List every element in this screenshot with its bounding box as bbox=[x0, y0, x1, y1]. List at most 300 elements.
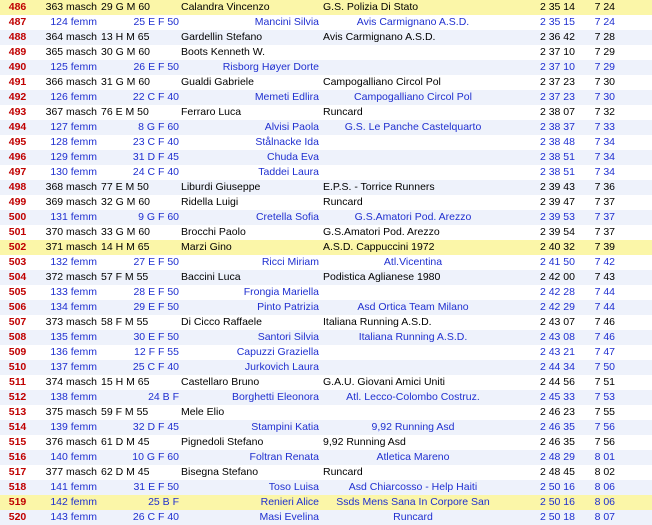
pace-cell: 8 06 bbox=[581, 480, 617, 495]
finish-time-cell: 2 38 51 bbox=[503, 165, 581, 180]
category-cell: 14 H M 65 bbox=[101, 240, 181, 255]
athlete-name-cell: Foltran Renata bbox=[181, 450, 323, 465]
pace-cell: 7 29 bbox=[581, 60, 617, 75]
position-cell: 489 bbox=[0, 45, 35, 60]
team-cell: 9,92 Running Asd bbox=[323, 435, 503, 450]
result-row bbox=[0, 90, 652, 105]
finish-time-cell: 2 44 56 bbox=[503, 375, 581, 390]
athlete-name-cell: Calandra Vincenzo bbox=[181, 0, 323, 15]
finish-time-cell: 2 36 42 bbox=[503, 30, 581, 45]
bib-sex-rank-cell: 128 femm bbox=[35, 135, 101, 150]
finish-time-cell: 2 39 47 bbox=[503, 195, 581, 210]
row-extra bbox=[617, 150, 652, 165]
bib-sex-rank-cell: 374 masch bbox=[35, 375, 101, 390]
team-cell: Avis Carmignano A.S.D. bbox=[323, 30, 503, 45]
position-cell: 501 bbox=[0, 225, 35, 240]
pace-cell: 7 24 bbox=[581, 0, 617, 15]
pace-cell: 7 46 bbox=[581, 330, 617, 345]
team-cell: E.P.S. - Torrice Runners bbox=[323, 180, 503, 195]
category-cell: 61 D M 45 bbox=[101, 435, 181, 450]
category-cell: 23 C F 40 bbox=[101, 135, 181, 150]
category-cell: 27 E F 50 bbox=[101, 255, 181, 270]
finish-time-cell: 2 38 48 bbox=[503, 135, 581, 150]
pace-cell: 8 02 bbox=[581, 465, 617, 480]
bib-sex-rank-cell: 376 masch bbox=[35, 435, 101, 450]
bib-sex-rank-cell: 369 masch bbox=[35, 195, 101, 210]
finish-time-cell: 2 38 51 bbox=[503, 150, 581, 165]
row-extra bbox=[617, 240, 652, 255]
category-cell: 30 G M 60 bbox=[101, 45, 181, 60]
team-cell: Asd Chiarcosso - Help Haiti bbox=[323, 480, 503, 495]
pace-cell: 7 47 bbox=[581, 345, 617, 360]
finish-time-cell: 2 44 34 bbox=[503, 360, 581, 375]
team-cell: Avis Carmignano A.S.D. bbox=[323, 15, 503, 30]
row-extra bbox=[617, 105, 652, 120]
position-cell: 502 bbox=[0, 240, 35, 255]
result-row bbox=[0, 210, 652, 225]
position-cell: 487 bbox=[0, 15, 35, 30]
category-cell: 32 G M 60 bbox=[101, 195, 181, 210]
result-row bbox=[0, 195, 652, 210]
category-cell: 31 G M 60 bbox=[101, 75, 181, 90]
pace-cell: 7 42 bbox=[581, 255, 617, 270]
result-row bbox=[0, 330, 652, 345]
team-cell bbox=[323, 165, 503, 180]
athlete-name-cell: Jurkovich Laura bbox=[181, 360, 323, 375]
bib-sex-rank-cell: 367 masch bbox=[35, 105, 101, 120]
result-row bbox=[0, 390, 652, 405]
category-cell: 12 F F 55 bbox=[101, 345, 181, 360]
category-cell: 26 C F 40 bbox=[101, 510, 181, 525]
position-cell: 506 bbox=[0, 300, 35, 315]
pace-cell: 7 55 bbox=[581, 405, 617, 420]
team-cell: Runcard bbox=[323, 195, 503, 210]
row-extra bbox=[617, 510, 652, 525]
position-cell: 507 bbox=[0, 315, 35, 330]
pace-cell: 7 56 bbox=[581, 420, 617, 435]
row-extra bbox=[617, 75, 652, 90]
position-cell: 511 bbox=[0, 375, 35, 390]
team-cell: G.S.Amatori Pod. Arezzo bbox=[323, 225, 503, 240]
row-extra bbox=[617, 435, 652, 450]
row-extra bbox=[617, 450, 652, 465]
finish-time-cell: 2 39 43 bbox=[503, 180, 581, 195]
finish-time-cell: 2 37 23 bbox=[503, 90, 581, 105]
bib-sex-rank-cell: 364 masch bbox=[35, 30, 101, 45]
position-cell: 500 bbox=[0, 210, 35, 225]
finish-time-cell: 2 39 53 bbox=[503, 210, 581, 225]
finish-time-cell: 2 37 10 bbox=[503, 45, 581, 60]
pace-cell: 7 24 bbox=[581, 15, 617, 30]
bib-sex-rank-cell: 129 femm bbox=[35, 150, 101, 165]
row-extra bbox=[617, 360, 652, 375]
pace-cell: 7 46 bbox=[581, 315, 617, 330]
pace-cell: 7 30 bbox=[581, 75, 617, 90]
finish-time-cell: 2 37 23 bbox=[503, 75, 581, 90]
result-row bbox=[0, 495, 652, 510]
bib-sex-rank-cell: 370 masch bbox=[35, 225, 101, 240]
pace-cell: 7 50 bbox=[581, 360, 617, 375]
athlete-name-cell: Mele Elio bbox=[181, 405, 323, 420]
result-row bbox=[0, 180, 652, 195]
athlete-name-cell: Pinto Patrizia bbox=[181, 300, 323, 315]
position-cell: 498 bbox=[0, 180, 35, 195]
athlete-name-cell: Ferraro Luca bbox=[181, 105, 323, 120]
row-extra bbox=[617, 90, 652, 105]
category-cell: 22 C F 40 bbox=[101, 90, 181, 105]
result-row bbox=[0, 105, 652, 120]
team-cell: Ssds Mens Sana In Corpore San bbox=[323, 495, 503, 510]
athlete-name-cell: Stampini Katia bbox=[181, 420, 323, 435]
row-extra bbox=[617, 330, 652, 345]
position-cell: 496 bbox=[0, 150, 35, 165]
category-cell: 31 E F 50 bbox=[101, 480, 181, 495]
pace-cell: 7 32 bbox=[581, 105, 617, 120]
athlete-name-cell: Boots Kenneth W. bbox=[181, 45, 323, 60]
athlete-name-cell: Di Cicco Raffaele bbox=[181, 315, 323, 330]
category-cell: 9 G F 60 bbox=[101, 210, 181, 225]
row-extra bbox=[617, 120, 652, 135]
result-row bbox=[0, 15, 652, 30]
bib-sex-rank-cell: 372 masch bbox=[35, 270, 101, 285]
result-row bbox=[0, 270, 652, 285]
position-cell: 509 bbox=[0, 345, 35, 360]
team-cell: Asd Ortica Team Milano bbox=[323, 300, 503, 315]
team-cell bbox=[323, 405, 503, 420]
bib-sex-rank-cell: 125 femm bbox=[35, 60, 101, 75]
finish-time-cell: 2 42 29 bbox=[503, 300, 581, 315]
finish-time-cell: 2 42 28 bbox=[503, 285, 581, 300]
athlete-name-cell: Brocchi Paolo bbox=[181, 225, 323, 240]
team-cell: Atletica Mareno bbox=[323, 450, 503, 465]
result-row bbox=[0, 225, 652, 240]
team-cell: G.S. Le Panche Castelquarto bbox=[323, 120, 503, 135]
finish-time-cell: 2 35 15 bbox=[503, 15, 581, 30]
row-extra bbox=[617, 165, 652, 180]
category-cell: 28 E F 50 bbox=[101, 285, 181, 300]
team-cell bbox=[323, 150, 503, 165]
athlete-name-cell: Capuzzi Graziella bbox=[181, 345, 323, 360]
category-cell: 32 D F 45 bbox=[101, 420, 181, 435]
athlete-name-cell: Gardellin Stefano bbox=[181, 30, 323, 45]
position-cell: 515 bbox=[0, 435, 35, 450]
team-cell: Atl. Lecco-Colombo Costruz. bbox=[323, 390, 503, 405]
category-cell: 29 G M 60 bbox=[101, 0, 181, 15]
category-cell: 26 E F 50 bbox=[101, 60, 181, 75]
result-row bbox=[0, 315, 652, 330]
position-cell: 497 bbox=[0, 165, 35, 180]
athlete-name-cell: Liburdi Giuseppe bbox=[181, 180, 323, 195]
bib-sex-rank-cell: 140 femm bbox=[35, 450, 101, 465]
result-row bbox=[0, 75, 652, 90]
team-cell: Atl.Vicentina bbox=[323, 255, 503, 270]
row-extra bbox=[617, 390, 652, 405]
category-cell: 30 E F 50 bbox=[101, 330, 181, 345]
result-row bbox=[0, 375, 652, 390]
position-cell: 491 bbox=[0, 75, 35, 90]
pace-cell: 7 29 bbox=[581, 45, 617, 60]
bib-sex-rank-cell: 141 femm bbox=[35, 480, 101, 495]
row-extra bbox=[617, 270, 652, 285]
pace-cell: 8 07 bbox=[581, 510, 617, 525]
position-cell: 495 bbox=[0, 135, 35, 150]
pace-cell: 7 51 bbox=[581, 375, 617, 390]
position-cell: 518 bbox=[0, 480, 35, 495]
row-extra bbox=[617, 30, 652, 45]
pace-cell: 7 37 bbox=[581, 225, 617, 240]
position-cell: 512 bbox=[0, 390, 35, 405]
finish-time-cell: 2 43 08 bbox=[503, 330, 581, 345]
athlete-name-cell: Stålnacke Ida bbox=[181, 135, 323, 150]
athlete-name-cell: Ricci Miriam bbox=[181, 255, 323, 270]
category-cell: 13 H M 65 bbox=[101, 30, 181, 45]
athlete-name-cell: Memeti Edlira bbox=[181, 90, 323, 105]
category-cell: 58 F M 55 bbox=[101, 315, 181, 330]
athlete-name-cell: Baccini Luca bbox=[181, 270, 323, 285]
position-cell: 499 bbox=[0, 195, 35, 210]
bib-sex-rank-cell: 124 femm bbox=[35, 15, 101, 30]
athlete-name-cell: Alvisi Paola bbox=[181, 120, 323, 135]
bib-sex-rank-cell: 134 femm bbox=[35, 300, 101, 315]
row-extra bbox=[617, 255, 652, 270]
result-row bbox=[0, 60, 652, 75]
athlete-name-cell: Cretella Sofia bbox=[181, 210, 323, 225]
category-cell: 25 C F 40 bbox=[101, 360, 181, 375]
position-cell: 492 bbox=[0, 90, 35, 105]
result-row bbox=[0, 135, 652, 150]
result-row bbox=[0, 165, 652, 180]
row-extra bbox=[617, 345, 652, 360]
team-cell: G.A.U. Giovani Amici Uniti bbox=[323, 375, 503, 390]
team-cell: Italiana Running A.S.D. bbox=[323, 315, 503, 330]
category-cell: 62 D M 45 bbox=[101, 465, 181, 480]
pace-cell: 7 37 bbox=[581, 195, 617, 210]
athlete-name-cell: Frongia Mariella bbox=[181, 285, 323, 300]
row-extra bbox=[617, 195, 652, 210]
row-extra bbox=[617, 0, 652, 15]
category-cell: 25 E F 50 bbox=[101, 15, 181, 30]
athlete-name-cell: Bisegna Stefano bbox=[181, 465, 323, 480]
pace-cell: 7 44 bbox=[581, 285, 617, 300]
row-extra bbox=[617, 420, 652, 435]
bib-sex-rank-cell: 136 femm bbox=[35, 345, 101, 360]
row-extra bbox=[617, 480, 652, 495]
finish-time-cell: 2 48 45 bbox=[503, 465, 581, 480]
row-extra bbox=[617, 465, 652, 480]
bib-sex-rank-cell: 143 femm bbox=[35, 510, 101, 525]
row-extra bbox=[617, 375, 652, 390]
bib-sex-rank-cell: 130 femm bbox=[35, 165, 101, 180]
pace-cell: 8 01 bbox=[581, 450, 617, 465]
athlete-name-cell: Chuda Eva bbox=[181, 150, 323, 165]
category-cell: 76 E M 50 bbox=[101, 105, 181, 120]
finish-time-cell: 2 35 14 bbox=[503, 0, 581, 15]
category-cell: 59 F M 55 bbox=[101, 405, 181, 420]
team-cell bbox=[323, 345, 503, 360]
position-cell: 488 bbox=[0, 30, 35, 45]
category-cell: 33 G M 60 bbox=[101, 225, 181, 240]
position-cell: 505 bbox=[0, 285, 35, 300]
team-cell: A.S.D. Cappuccini 1972 bbox=[323, 240, 503, 255]
bib-sex-rank-cell: 142 femm bbox=[35, 495, 101, 510]
team-cell: Runcard bbox=[323, 510, 503, 525]
position-cell: 494 bbox=[0, 120, 35, 135]
result-row bbox=[0, 30, 652, 45]
bib-sex-rank-cell: 363 masch bbox=[35, 0, 101, 15]
athlete-name-cell: Borghetti Eleonora bbox=[181, 390, 323, 405]
result-row bbox=[0, 285, 652, 300]
team-cell: G.S.Amatori Pod. Arezzo bbox=[323, 210, 503, 225]
row-extra bbox=[617, 135, 652, 150]
bib-sex-rank-cell: 366 masch bbox=[35, 75, 101, 90]
result-row bbox=[0, 345, 652, 360]
category-cell: 57 F M 55 bbox=[101, 270, 181, 285]
pace-cell: 7 53 bbox=[581, 390, 617, 405]
team-cell: Podistica Aglianese 1980 bbox=[323, 270, 503, 285]
team-cell: Runcard bbox=[323, 465, 503, 480]
category-cell: 25 B F bbox=[101, 495, 181, 510]
row-extra bbox=[617, 225, 652, 240]
result-row bbox=[0, 450, 652, 465]
finish-time-cell: 2 37 10 bbox=[503, 60, 581, 75]
result-row bbox=[0, 480, 652, 495]
bib-sex-rank-cell: 373 masch bbox=[35, 315, 101, 330]
result-row bbox=[0, 300, 652, 315]
result-row bbox=[0, 405, 652, 420]
result-row bbox=[0, 0, 652, 15]
finish-time-cell: 2 48 29 bbox=[503, 450, 581, 465]
athlete-name-cell: Renieri Alice bbox=[181, 495, 323, 510]
category-cell: 10 G F 60 bbox=[101, 450, 181, 465]
athlete-name-cell: Ridella Luigi bbox=[181, 195, 323, 210]
team-cell bbox=[323, 60, 503, 75]
position-cell: 517 bbox=[0, 465, 35, 480]
finish-time-cell: 2 41 50 bbox=[503, 255, 581, 270]
position-cell: 513 bbox=[0, 405, 35, 420]
category-cell: 31 D F 45 bbox=[101, 150, 181, 165]
position-cell: 504 bbox=[0, 270, 35, 285]
finish-time-cell: 2 46 35 bbox=[503, 435, 581, 450]
position-cell: 490 bbox=[0, 60, 35, 75]
finish-time-cell: 2 50 18 bbox=[503, 510, 581, 525]
pace-cell: 7 28 bbox=[581, 30, 617, 45]
pace-cell: 7 30 bbox=[581, 90, 617, 105]
row-extra bbox=[617, 315, 652, 330]
bib-sex-rank-cell: 139 femm bbox=[35, 420, 101, 435]
row-extra bbox=[617, 60, 652, 75]
team-cell: Italiana Running A.S.D. bbox=[323, 330, 503, 345]
row-extra bbox=[617, 210, 652, 225]
finish-time-cell: 2 43 07 bbox=[503, 315, 581, 330]
team-cell: Runcard bbox=[323, 105, 503, 120]
category-cell: 15 H M 65 bbox=[101, 375, 181, 390]
position-cell: 520 bbox=[0, 510, 35, 525]
result-row bbox=[0, 255, 652, 270]
position-cell: 514 bbox=[0, 420, 35, 435]
row-extra bbox=[617, 180, 652, 195]
athlete-name-cell: Taddei Laura bbox=[181, 165, 323, 180]
athlete-name-cell: Risborg Høyer Dorte bbox=[181, 60, 323, 75]
position-cell: 519 bbox=[0, 495, 35, 510]
pace-cell: 7 44 bbox=[581, 300, 617, 315]
athlete-name-cell: Pignedoli Stefano bbox=[181, 435, 323, 450]
team-cell: Campogalliano Circol Pol bbox=[323, 75, 503, 90]
bib-sex-rank-cell: 375 masch bbox=[35, 405, 101, 420]
result-row bbox=[0, 510, 652, 525]
pace-cell: 7 36 bbox=[581, 180, 617, 195]
position-cell: 503 bbox=[0, 255, 35, 270]
result-row bbox=[0, 150, 652, 165]
athlete-name-cell: Masi Evelina bbox=[181, 510, 323, 525]
row-extra bbox=[617, 45, 652, 60]
result-row bbox=[0, 240, 652, 255]
bib-sex-rank-cell: 131 femm bbox=[35, 210, 101, 225]
category-cell: 24 C F 40 bbox=[101, 165, 181, 180]
bib-sex-rank-cell: 126 femm bbox=[35, 90, 101, 105]
category-cell: 77 E M 50 bbox=[101, 180, 181, 195]
team-cell bbox=[323, 360, 503, 375]
result-row bbox=[0, 120, 652, 135]
bib-sex-rank-cell: 132 femm bbox=[35, 255, 101, 270]
row-extra bbox=[617, 495, 652, 510]
pace-cell: 7 37 bbox=[581, 210, 617, 225]
team-cell: Campogalliano Circol Pol bbox=[323, 90, 503, 105]
finish-time-cell: 2 42 00 bbox=[503, 270, 581, 285]
athlete-name-cell: Castellaro Bruno bbox=[181, 375, 323, 390]
pace-cell: 7 43 bbox=[581, 270, 617, 285]
pace-cell: 7 34 bbox=[581, 135, 617, 150]
pace-cell: 7 33 bbox=[581, 120, 617, 135]
finish-time-cell: 2 50 16 bbox=[503, 480, 581, 495]
pace-cell: 7 56 bbox=[581, 435, 617, 450]
pace-cell: 7 34 bbox=[581, 165, 617, 180]
athlete-name-cell: Mancini Silvia bbox=[181, 15, 323, 30]
bib-sex-rank-cell: 127 femm bbox=[35, 120, 101, 135]
category-cell: 8 G F 60 bbox=[101, 120, 181, 135]
result-row bbox=[0, 435, 652, 450]
result-row bbox=[0, 465, 652, 480]
result-row bbox=[0, 45, 652, 60]
bib-sex-rank-cell: 137 femm bbox=[35, 360, 101, 375]
finish-time-cell: 2 39 54 bbox=[503, 225, 581, 240]
team-cell: G.S. Polizia Di Stato bbox=[323, 0, 503, 15]
athlete-name-cell: Gualdi Gabriele bbox=[181, 75, 323, 90]
position-cell: 493 bbox=[0, 105, 35, 120]
pace-cell: 7 34 bbox=[581, 150, 617, 165]
bib-sex-rank-cell: 138 femm bbox=[35, 390, 101, 405]
result-row bbox=[0, 420, 652, 435]
team-cell: 9,92 Running Asd bbox=[323, 420, 503, 435]
athlete-name-cell: Toso Luisa bbox=[181, 480, 323, 495]
bib-sex-rank-cell: 365 masch bbox=[35, 45, 101, 60]
finish-time-cell: 2 46 23 bbox=[503, 405, 581, 420]
team-cell bbox=[323, 45, 503, 60]
bib-sex-rank-cell: 135 femm bbox=[35, 330, 101, 345]
finish-time-cell: 2 38 07 bbox=[503, 105, 581, 120]
position-cell: 516 bbox=[0, 450, 35, 465]
finish-time-cell: 2 50 16 bbox=[503, 495, 581, 510]
bib-sex-rank-cell: 133 femm bbox=[35, 285, 101, 300]
athlete-name-cell: Santori Silvia bbox=[181, 330, 323, 345]
finish-time-cell: 2 38 37 bbox=[503, 120, 581, 135]
row-extra bbox=[617, 285, 652, 300]
team-cell bbox=[323, 135, 503, 150]
category-cell: 24 B F bbox=[101, 390, 181, 405]
finish-time-cell: 2 43 21 bbox=[503, 345, 581, 360]
position-cell: 508 bbox=[0, 330, 35, 345]
position-cell: 510 bbox=[0, 360, 35, 375]
finish-time-cell: 2 46 35 bbox=[503, 420, 581, 435]
